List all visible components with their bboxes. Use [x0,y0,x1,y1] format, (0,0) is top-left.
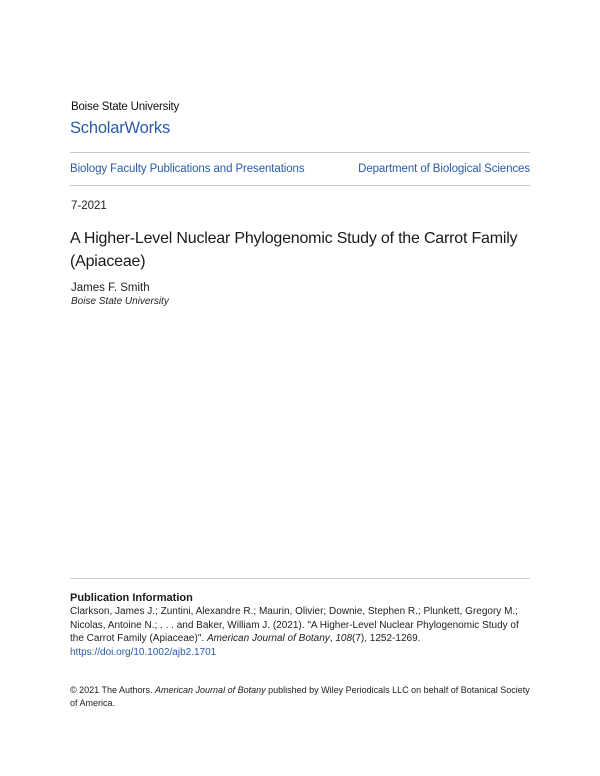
citation-authors: Clarkson, James J.; Zuntini, Alexandre R.; Maurin, Olivier; Downie, Stephen R.; Plunkett, Gregory M.; Nicolas, Antoine N.; . . . and Baker, William J. (2021). "A Higher-Level Nuclear Phylogenomic Study of the Carrot Family (Apiaceae)". [70,606,519,644]
scholarworks-link[interactable]: ScholarWorks [70,119,170,137]
divider-nav [70,185,530,186]
divider-pubinfo [70,578,530,579]
institution-name: Boise State University [71,101,180,113]
copyright-prefix: © 2021 The Authors. [70,685,156,695]
copyright-journal: American Journal of Botany [155,685,266,695]
copyright-notice [70,684,530,709]
citation-text: Clarkson, James J.; Zuntini, Alexandre R.; Maurin, Olivier; Downie, Stephen R.; Plunkett, Gregory M.; Nicolas, Antoine N.; . . . and Baker, William J. (2021). "A Higher-Level Nuclear Phylogenomic Study of the Carrot Family (Apiaceae)". American Journal of Botany, 108(7), 1252-1269. https://doi.org/10.1002/ajb2.1701 [70,606,519,658]
citation-issue-pages: (7), 1252-1269. [352,633,421,644]
publication-date: 7-2021 [71,200,107,212]
author-affiliation: Boise State University [71,296,169,307]
copyright-suffix: published by Wiley Periodicals LLC on behalf of Botanical Society of America. [70,685,530,708]
citation-journal: American Journal of Botany [206,633,330,644]
divider-top [70,152,530,153]
collection-link[interactable]: Biology Faculty Publications and Presentations [70,163,305,175]
doi-link[interactable]: https://doi.org/10.1002/ajb2.1701 [70,646,217,658]
citation-volume: 108 [335,633,353,644]
article-title: A Higher-Level Nuclear Phylogenomic Study of the Carrot Family (Apiaceae) [70,230,518,270]
author-name: James F. Smith [71,282,150,294]
publication-info-heading: Publication Information [70,592,193,604]
department-link[interactable]: Department of Biological Sciences [358,163,530,175]
